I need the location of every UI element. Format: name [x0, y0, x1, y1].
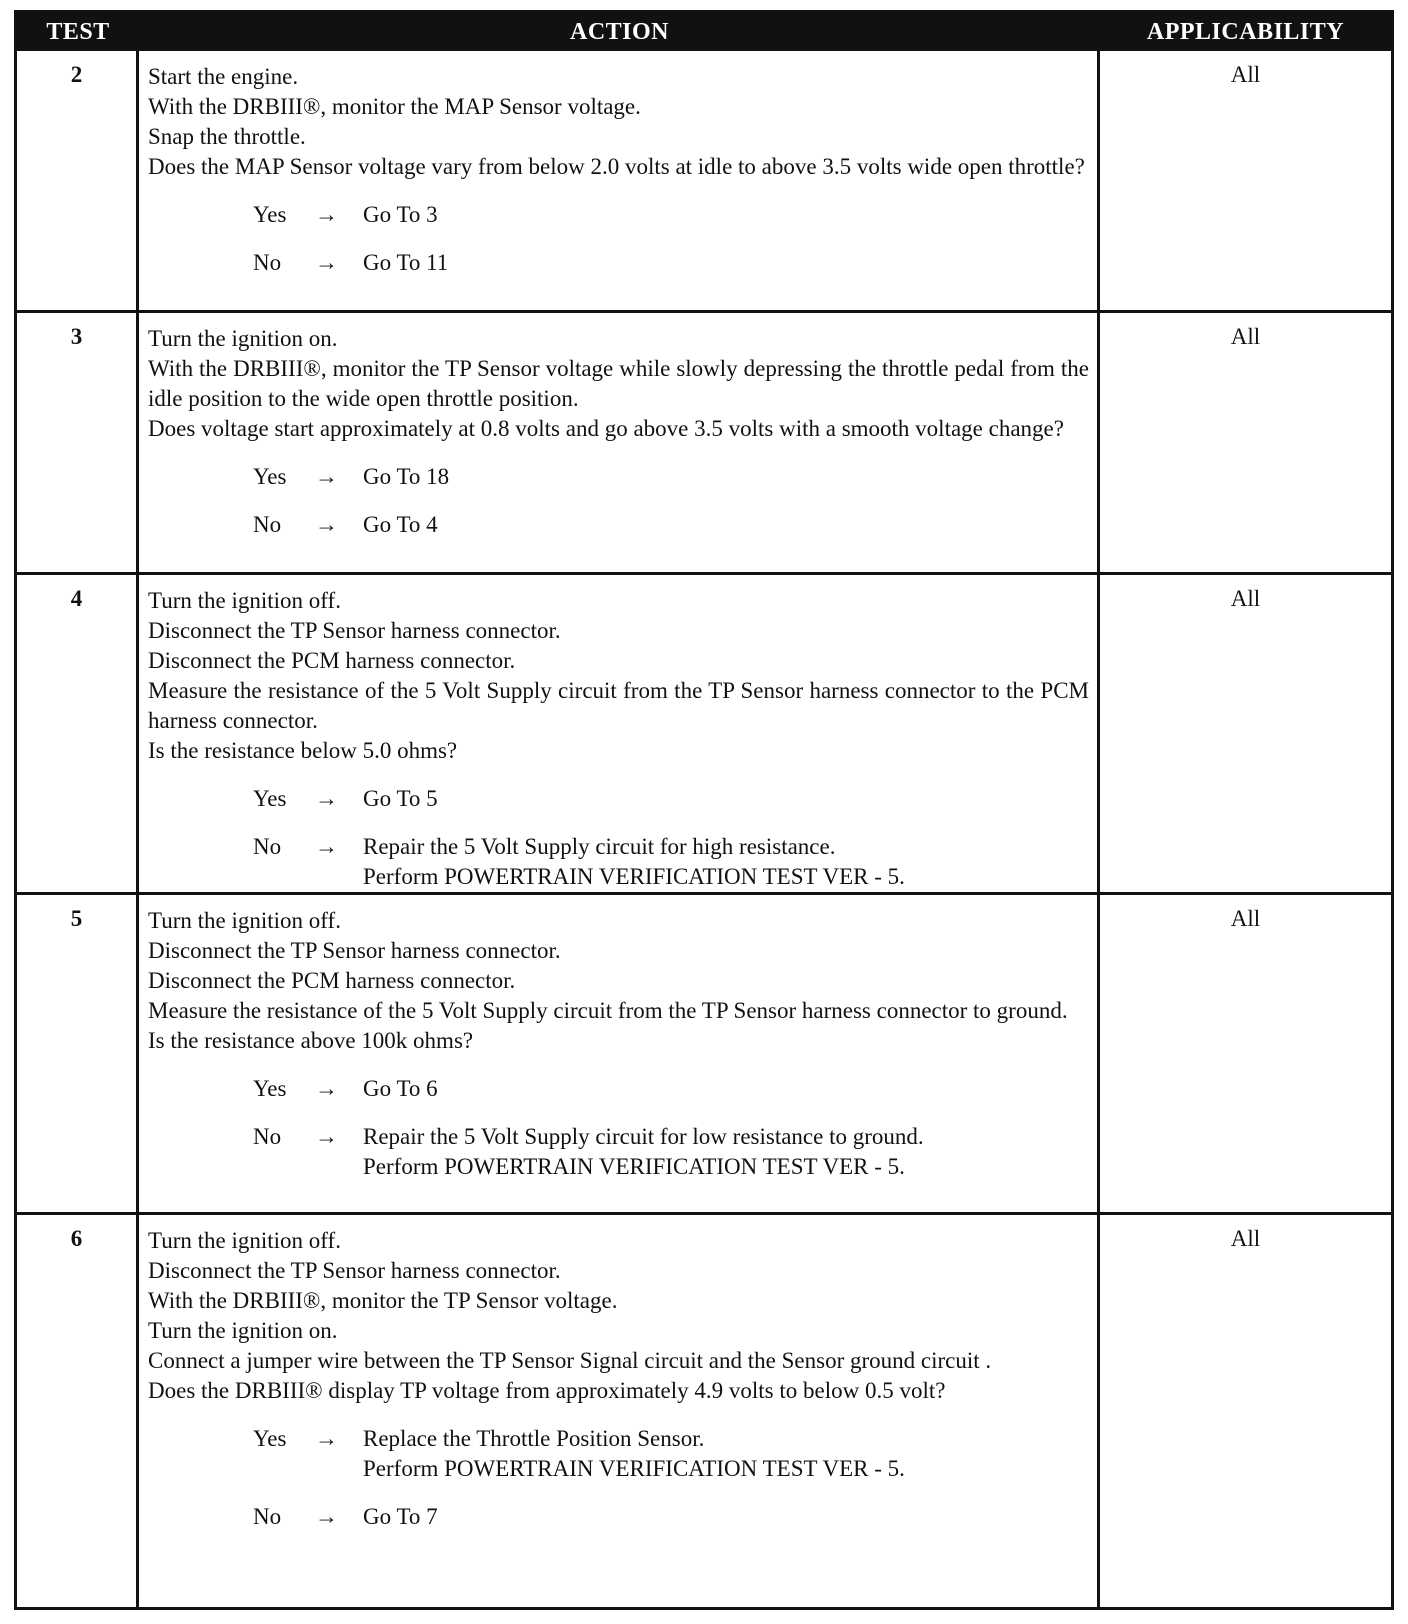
- action-cell: [139, 895, 1100, 1212]
- no-text: Go To 11: [363, 250, 449, 275]
- arrow-icon: →: [315, 512, 338, 537]
- action-line: Disconnect the TP Sensor harness connector.: [148, 618, 561, 643]
- no-text: Go To 4: [363, 512, 438, 537]
- action-line: Snap the throttle.: [148, 124, 306, 149]
- yes-text: Replace the Throttle Position Sensor.: [363, 1426, 705, 1451]
- test-number: 4: [17, 575, 139, 892]
- action-line: Does voltage start approximately at 0.8 volts and go above 3.5 volts with a smooth voltage change?: [148, 416, 1064, 441]
- yes-answer: [148, 200, 1089, 230]
- header-applicability: APPLICABILITY: [1146, 19, 1345, 45]
- yes-text: Go To 6: [363, 1076, 438, 1101]
- test-number: 2: [17, 51, 139, 310]
- action-cell: [139, 51, 1100, 310]
- action-line: Turn the ignition off.: [148, 1228, 341, 1253]
- applicability-cell: All: [1230, 62, 1261, 87]
- table-row: [17, 892, 1391, 1212]
- test-number: 3: [17, 313, 139, 572]
- no-text: Perform POWERTRAIN VERIFICATION TEST VER - 5.: [363, 1154, 905, 1179]
- table-header: [17, 13, 1391, 51]
- no-answer: [148, 248, 1089, 278]
- action-line: Turn the ignition off.: [148, 588, 341, 613]
- table-row: [17, 310, 1391, 572]
- yes-label: Yes: [253, 464, 287, 489]
- arrow-icon: →: [315, 464, 338, 489]
- table-row: [17, 1212, 1391, 1607]
- applicability-cell: All: [1230, 1226, 1261, 1251]
- yes-answer: [148, 1074, 1089, 1104]
- table-row: [17, 51, 1391, 310]
- no-label: No: [253, 1124, 282, 1149]
- action-line: Is the resistance above 100k ohms?: [148, 1028, 474, 1053]
- action-line: Measure the resistance of the 5 Volt Supply circuit from the TP Sensor harness connector to ground.: [148, 998, 1068, 1023]
- applicability-cell: All: [1230, 586, 1261, 611]
- test-number: 6: [17, 1215, 139, 1607]
- action-line: With the DRBIII®, monitor the TP Sensor voltage.: [148, 1288, 618, 1313]
- arrow-icon: →: [315, 1426, 338, 1451]
- yes-answer: [148, 784, 1089, 814]
- arrow-icon: →: [315, 1076, 338, 1101]
- arrow-icon: →: [315, 834, 338, 859]
- action-line: With the DRBIII®, monitor the MAP Sensor voltage.: [148, 94, 641, 119]
- arrow-icon: →: [315, 786, 338, 811]
- no-text: Go To 7: [363, 1504, 438, 1529]
- applicability-cell: All: [1230, 324, 1261, 349]
- yes-answer: [148, 462, 1089, 492]
- yes-label: Yes: [253, 786, 287, 811]
- no-label: No: [253, 1504, 282, 1529]
- yes-label: Yes: [253, 202, 287, 227]
- yes-text: Go To 3: [363, 202, 438, 227]
- action-line: Turn the ignition on.: [148, 1318, 338, 1343]
- no-text: Repair the 5 Volt Supply circuit for low resistance to ground.: [363, 1124, 924, 1149]
- action-line: Start the engine.: [148, 64, 299, 89]
- action-cell: [139, 313, 1100, 572]
- action-line: Does the DRBIII® display TP voltage from approximately 4.9 volts to below 0.5 volt?: [148, 1378, 946, 1403]
- no-answer: [148, 1502, 1089, 1532]
- action-line: Turn the ignition off.: [148, 908, 341, 933]
- yes-text: Go To 5: [363, 786, 438, 811]
- yes-text: Perform POWERTRAIN VERIFICATION TEST VER - 5.: [363, 1456, 905, 1481]
- action-line: Connect a jumper wire between the TP Sensor Signal circuit and the Sensor ground circuit .: [148, 1348, 992, 1373]
- action-line: Disconnect the TP Sensor harness connector.: [148, 1258, 561, 1283]
- no-label: No: [253, 834, 282, 859]
- yes-text: Go To 18: [363, 464, 450, 489]
- arrow-icon: →: [315, 1504, 338, 1529]
- action-line: Does the MAP Sensor voltage vary from below 2.0 volts at idle to above 3.5 volts wide open throttle?: [148, 154, 1085, 179]
- action-line: Is the resistance below 5.0 ohms?: [148, 738, 458, 763]
- test-number: 5: [17, 895, 139, 1212]
- action-cell: [139, 575, 1100, 892]
- action-cell: [139, 1215, 1100, 1607]
- arrow-icon: →: [315, 1124, 338, 1149]
- yes-label: Yes: [253, 1426, 287, 1451]
- yes-label: Yes: [253, 1076, 287, 1101]
- no-answer: [148, 510, 1089, 540]
- arrow-icon: →: [315, 202, 338, 227]
- header-test: TEST: [46, 19, 110, 45]
- action-line: With the DRBIII®, monitor the TP Sensor voltage while slowly depressing the throttle pedal from the idle position to the wide open throttle position.: [148, 356, 1089, 411]
- action-line: Disconnect the PCM harness connector.: [148, 648, 516, 673]
- action-line: Turn the ignition on.: [148, 326, 338, 351]
- yes-answer: [148, 1424, 1089, 1484]
- no-label: No: [253, 250, 282, 275]
- diagnostic-table: [14, 10, 1394, 1610]
- action-line: Measure the resistance of the 5 Volt Supply circuit from the TP Sensor harness connector to the PCM harness connector.: [148, 678, 1089, 733]
- no-text: Perform POWERTRAIN VERIFICATION TEST VER - 5.: [363, 864, 905, 889]
- no-answer: [148, 1122, 1089, 1182]
- table-row: [17, 572, 1391, 892]
- action-line: Disconnect the TP Sensor harness connector.: [148, 938, 561, 963]
- no-label: No: [253, 512, 282, 537]
- no-answer: [148, 832, 1089, 892]
- header-action: ACTION: [569, 19, 669, 45]
- no-text: Repair the 5 Volt Supply circuit for high resistance.: [363, 834, 836, 859]
- action-line: Disconnect the PCM harness connector.: [148, 968, 516, 993]
- arrow-icon: →: [315, 250, 338, 275]
- applicability-cell: All: [1230, 906, 1261, 931]
